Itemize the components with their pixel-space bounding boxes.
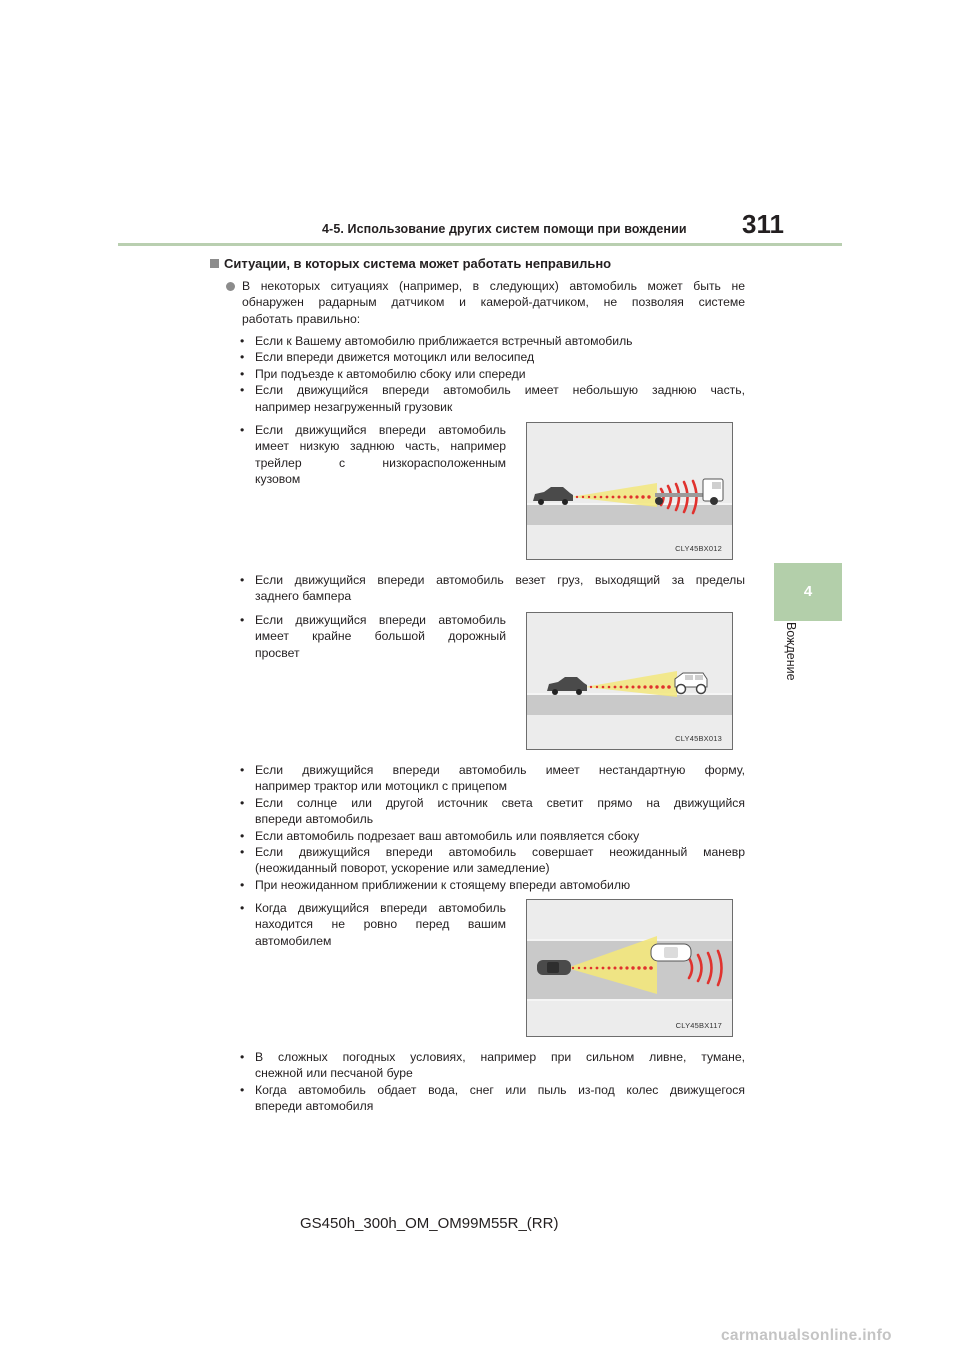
section-heading-text: Ситуации, в которых система может работать неправильно (224, 256, 612, 271)
list-item-text: Если солнце или другой источник света светит прямо на движущийся (255, 795, 745, 810)
list-item-text: При подъезде к автомобилю сбоку или спереди (255, 366, 526, 381)
list-item-text: (неожиданный поворот, ускорение или замедление) (255, 861, 550, 876)
high-clearance-suv (675, 673, 707, 694)
section-heading (210, 256, 611, 271)
list-item-text: заднего бампера (255, 589, 352, 604)
own-car (533, 487, 573, 505)
square-bullet-icon (210, 259, 219, 268)
list-item-text: Если движущийся впереди автомобиль имеет небольшую заднюю часть, (255, 383, 745, 398)
list-item-text: например незагруженный грузовик (255, 399, 453, 414)
list-item-text: Если движущийся впереди автомобиль (255, 613, 506, 627)
list-item-text: Если к Вашему автомобилю приближается встречный автомобиль (255, 334, 633, 348)
figure-illustration (527, 613, 732, 749)
list-item-text: автомобилем (255, 933, 332, 948)
figure-code: CLY45BX013 (675, 734, 722, 743)
offset-vehicle-top-view (651, 944, 691, 961)
figure-code: CLY45BX012 (675, 544, 722, 553)
list-item-text: имеет низкую заднюю часть, например (255, 439, 506, 454)
list-item-text: Если движущийся впереди автомобиль имеет нестандартную форму, (255, 763, 745, 777)
intro-line: работать правильно: (242, 311, 361, 326)
list-item-text: впереди автомобиль (255, 812, 374, 827)
footer-document-code: GS450h_300h_OM_OM99M55R_(RR) (300, 1215, 559, 1232)
chapter-label-text: Вождение (784, 622, 798, 681)
figure-illustration (527, 423, 732, 559)
list-item-text: Когда автомобиль обдает вода, снег или пыль из-под колес движущегося (255, 1082, 745, 1097)
intro-line: обнаружен радарным датчиком и камерой-датчиком, не позволяя системе (242, 295, 745, 310)
figure-illustration (527, 900, 732, 1036)
own-car-top-view (537, 960, 571, 975)
list-item-text: имеет крайне большой дорожный (255, 629, 506, 644)
chapter-label (776, 622, 806, 702)
list-item-text: Если движущийся впереди автомобиль совершает неожиданный маневр (255, 845, 745, 859)
list-item-text: просвет (255, 645, 300, 660)
list-item-text: Если автомобиль подрезает ваш автомобиль или появляется сбоку (255, 828, 640, 843)
header-divider (118, 243, 842, 246)
intro-line: В некоторых ситуациях (например, в следующих) автомобиль может быть не (242, 279, 745, 293)
list-item-text: снежной или песчаной буре (255, 1066, 413, 1081)
list-item-text: кузовом (255, 472, 301, 487)
page-number: 311 (742, 209, 784, 239)
circle-bullet-icon (226, 282, 235, 291)
list-item-text: В сложных погодных условиях, например при сильном ливне, тумане, (255, 1050, 745, 1064)
figure-offset-vehicle (526, 899, 733, 1037)
list-item-text: Если впереди движется мотоцикл или велосипед (255, 350, 535, 365)
list-item-text: Когда движущийся впереди автомобиль (255, 901, 506, 915)
trailer-truck (655, 479, 723, 505)
list-item-text: например трактор или мотоцикл с прицепом (255, 779, 508, 794)
list-item-text: При неожиданном приближении к стоящему впереди автомобилю (255, 877, 631, 892)
figure-code: CLY45BX117 (675, 1021, 722, 1030)
figure-high-clearance (526, 612, 733, 750)
list-item-text: впереди автомобиля (255, 1099, 374, 1114)
list-item-text: Если движущийся впереди автомобиль (255, 423, 506, 437)
chapter-tab: 4 (774, 563, 842, 621)
figure-low-rear-trailer (526, 422, 733, 560)
list-item-text: Если движущийся впереди автомобиль везет груз, выходящий за пределы (255, 573, 745, 587)
list-item-text: трейлер с низкорасположенным (255, 455, 506, 470)
own-car (547, 677, 587, 695)
list-item-text: находится не ровно перед вашим (255, 917, 506, 932)
section-header-title: 4-5. Использование других систем помощи при вождении (322, 222, 687, 236)
watermark: carmanualsonline.info (721, 1327, 892, 1344)
